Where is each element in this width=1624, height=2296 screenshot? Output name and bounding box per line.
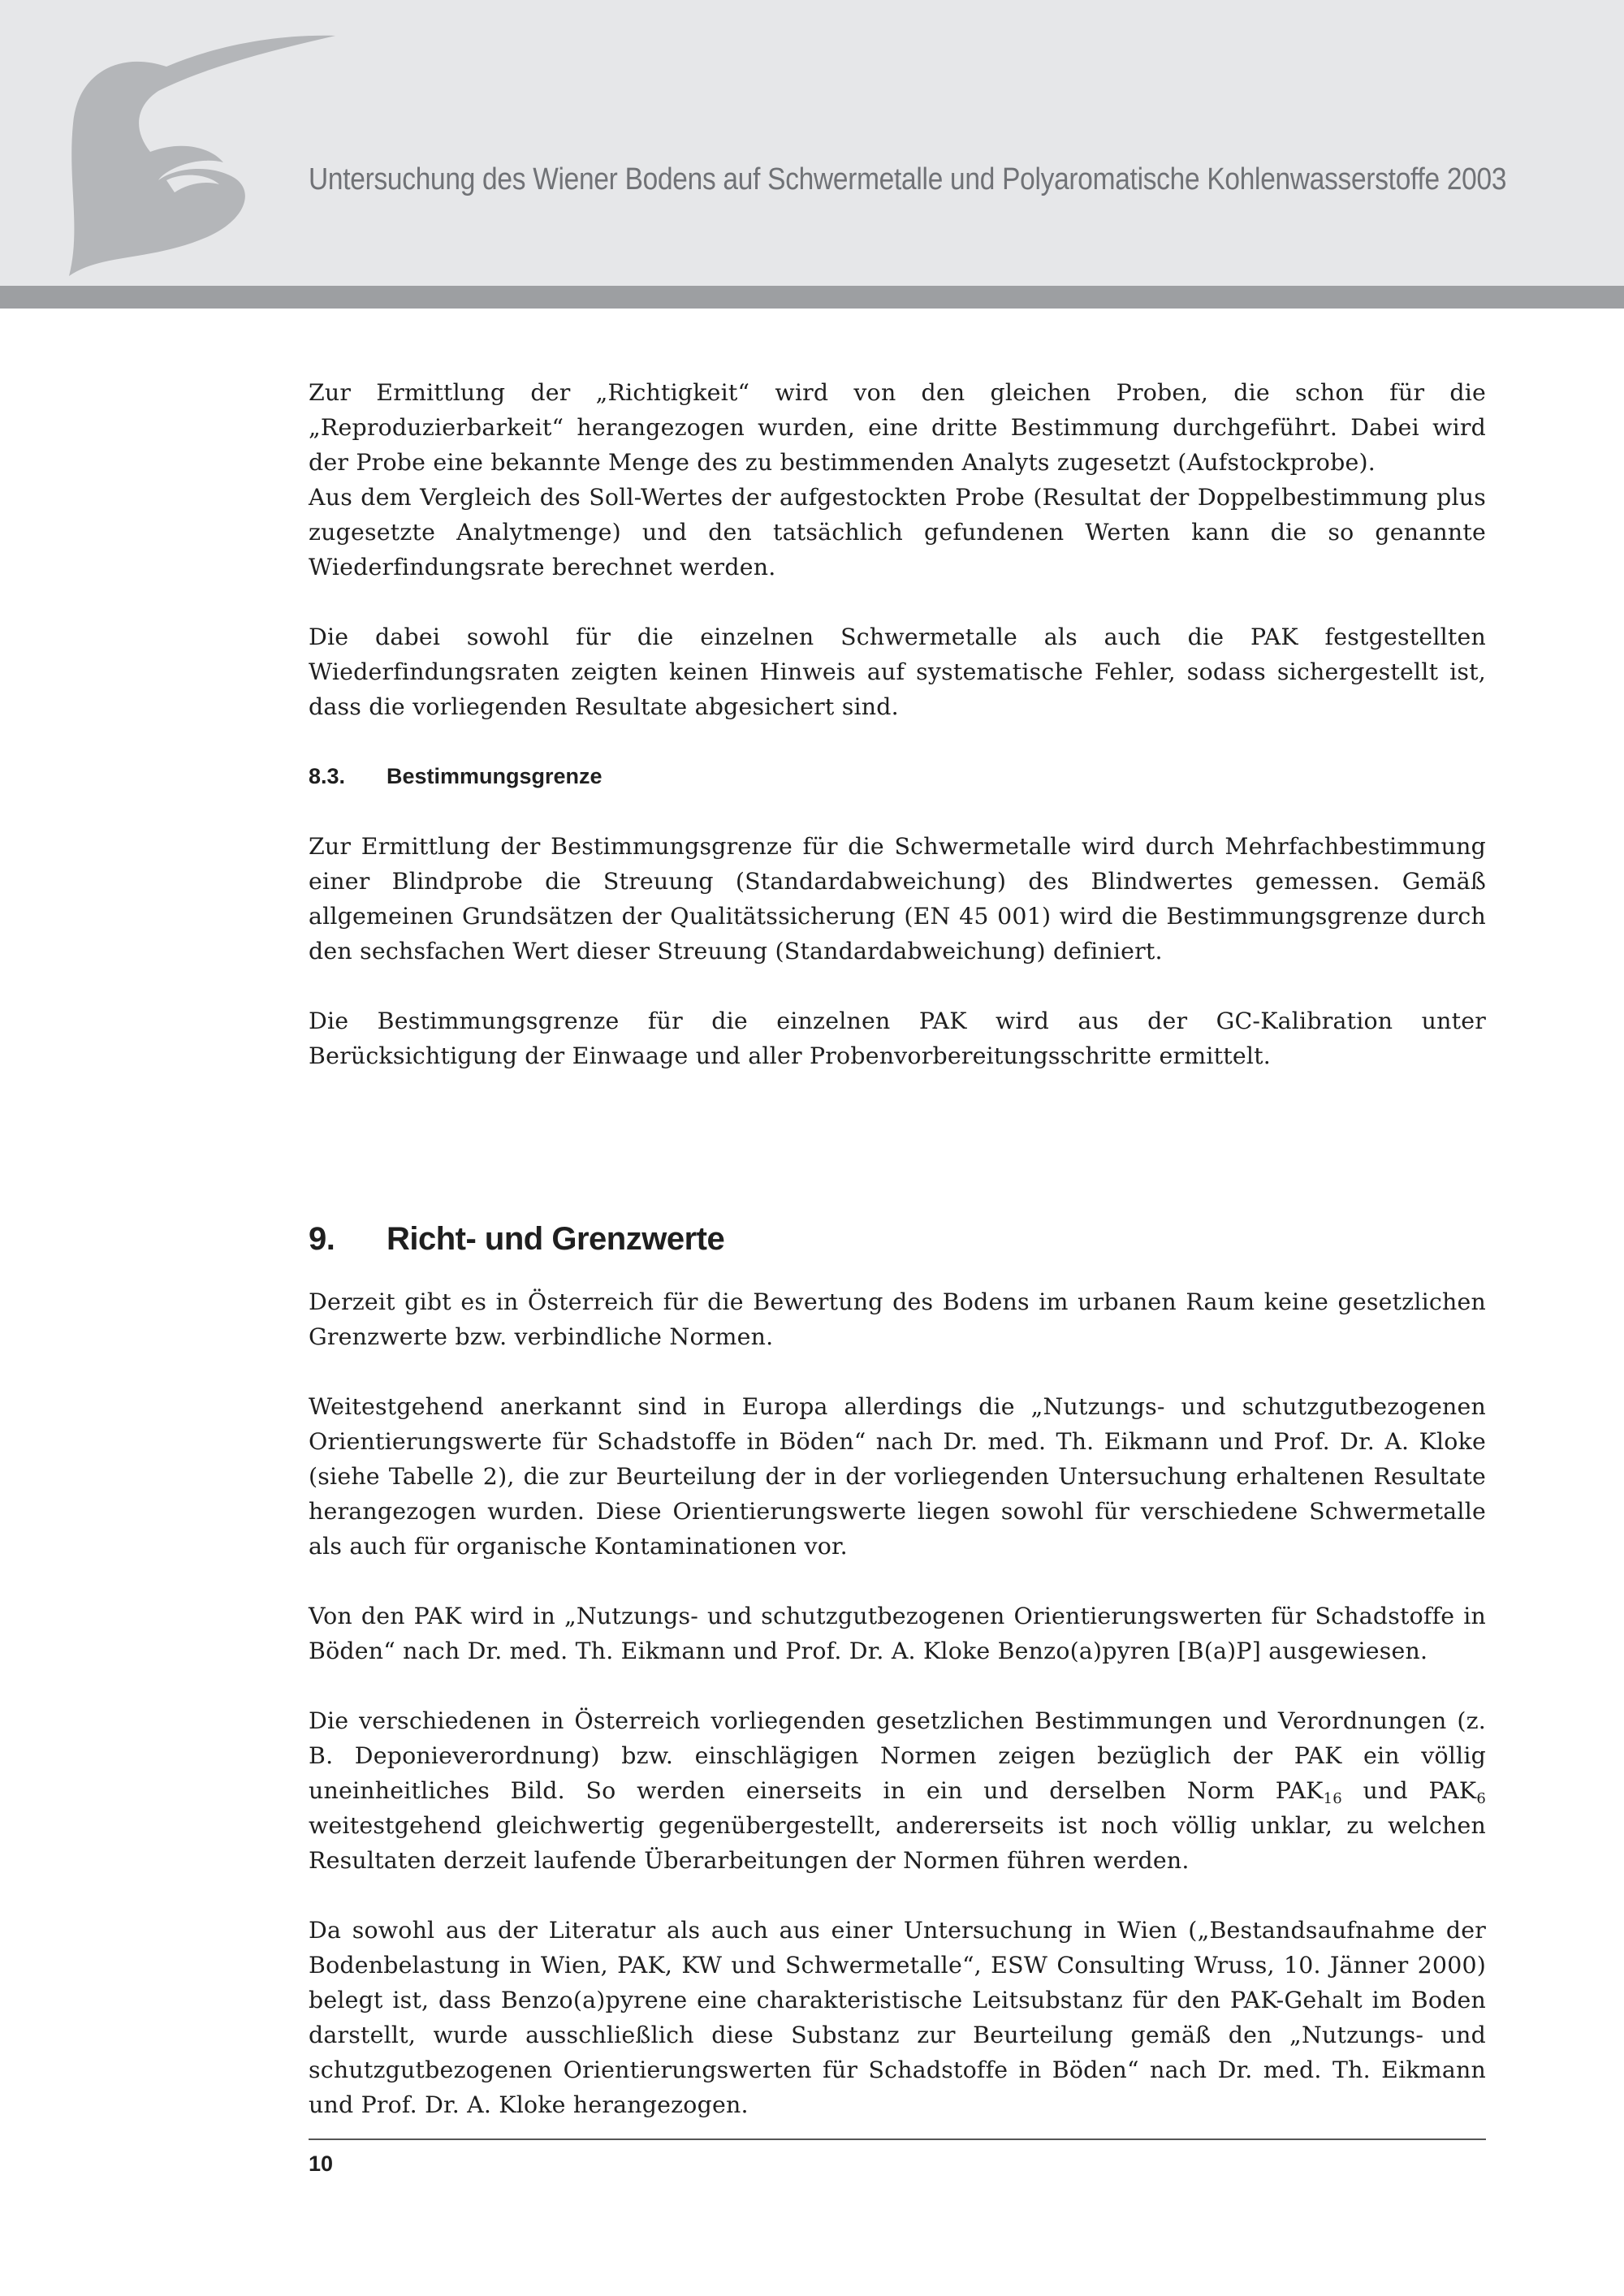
subscript: 6	[1476, 1790, 1486, 1807]
page-number: 10	[309, 2151, 334, 2176]
paragraph-text: Die verschiedenen in Österreich vorliegenden gesetzlichen Bestimmungen und Verordnungen (z. B. Deponieverordnung) bzw. einschlägigen Normen zeigen bezüglich der PAK ein völlig uneinheitliches Bild. So werden einerseits in ein und derselben Norm PAK	[309, 1707, 1486, 1804]
paragraph: Da sowohl aus der Literatur als auch aus einer Untersuchung in Wien („Bestandsaufnahme der Bodenbelastung in Wien, PAK, KW und Schwermetalle“, ESW Consulting Wruss, 10. Jänner 2000) belegt ist, dass Benzo(a)pyrene eine charakteristische Leitsubstanz für den PAK-Gehalt im Boden darstellt, wurde ausschließlich diese Substanz zur Beurteilung gemäß den „Nutzungs- und schutzgutbezogenen Orientierungswerten für Schadstoffe in Böden“ nach Dr. med. Th. Eikmann und Prof. Dr. A. Kloke herangezogen.	[309, 1917, 1486, 2118]
subscript: 16	[1323, 1790, 1342, 1807]
section-title: Bestimmungsgrenze	[387, 764, 603, 788]
footer-divider	[309, 2138, 1486, 2140]
paragraph: Aus dem Vergleich des Soll-Wertes der aufgestockten Probe (Resultat der Doppelbestimmung plus zugesetzte Analytmenge) und den tatsächlich gefundenen Werten kann die so genannte Wiederfindungsrate berechnet werden.	[309, 484, 1486, 580]
paragraph: Von den PAK wird in „Nutzungs- und schutzgutbezogenen Orientierungswerten für Schadstoffe in Böden“ nach Dr. med. Th. Eikmann und Prof. Dr. A. Kloke Benzo(a)pyren [B(a)P] ausgewiesen.	[309, 1603, 1486, 1664]
section-heading-9	[309, 1215, 1486, 1263]
paragraph: Derzeit gibt es in Österreich für die Bewertung des Bodens im urbanen Raum keine gesetzlichen Grenzwerte bzw. verbindliche Normen.	[309, 1288, 1486, 1350]
section-title: Richt- und Grenzwerte	[387, 1221, 725, 1257]
section-number: 9.	[309, 1221, 335, 1257]
paragraph-text: weitestgehend gleichwertig gegenübergestellt, andererseits ist noch völlig unklar, zu welchen Resultaten derzeit laufende Überarbeitungen der Normen führen werden.	[309, 1812, 1486, 1874]
page-content	[309, 375, 1486, 2122]
document-header-title: Untersuchung des Wiener Bodens auf Schwermetalle und Polyaromatische Kohlenwasserstoffe 2003	[309, 162, 1507, 196]
section-heading-8-3	[309, 759, 1486, 794]
paragraph: Die Bestimmungsgrenze für die einzelnen PAK wird aus der GC-Kalibration unter Berücksichtigung der Einwaage und aller Probenvorbereitungsschritte ermittelt.	[309, 1008, 1486, 1069]
paragraph: Zur Ermittlung der „Richtigkeit“ wird von den gleichen Proben, die schon für die „Reproduzierbarkeit“ herangezogen wurden, eine dritte Bestimmung durchgeführt. Dabei wird der Probe eine bekannte Menge des zu bestimmenden Analyts zugesetzt (Aufstockprobe).	[309, 379, 1486, 476]
logo-swirl-icon	[45, 18, 345, 286]
paragraph: Weitestgehend anerkannt sind in Europa allerdings die „Nutzungs- und schutzgutbezogenen Orientierungswerte für Schadstoffe in Böden“ nach Dr. med. Th. Eikmann und Prof. Dr. A. Kloke (siehe Tabelle 2), die zur Beurteilung der in der vorliegenden Untersuchung erhaltenen Resultate herangezogen wurden. Diese Orientierungswerte liegen sowohl für verschiedene Schwermetalle als auch für organische Kontaminationen vor.	[309, 1393, 1486, 1560]
paragraph-text: und PAK	[1341, 1777, 1477, 1804]
section-number: 8.3.	[309, 764, 346, 788]
paragraph: Die dabei sowohl für die einzelnen Schwermetalle als auch die PAK festgestellten Wiederfindungsraten zeigten keinen Hinweis auf systematische Fehler, sodass sichergestellt ist, dass die vorliegenden Resultate abgesichert sind.	[309, 624, 1486, 720]
paragraph	[309, 1703, 1486, 1878]
header-bar	[0, 286, 1624, 309]
paragraph: Zur Ermittlung der Bestimmungsgrenze für die Schwermetalle wird durch Mehrfachbestimmung einer Blindprobe die Streuung (Standardabweichung) des Blindwertes gemessen. Gemäß allgemeinen Grundsätzen der Qualitätssicherung (EN 45 001) wird die Bestimmungsgrenze durch den sechsfachen Wert dieser Streuung (Standardabweichung) definiert.	[309, 833, 1486, 965]
